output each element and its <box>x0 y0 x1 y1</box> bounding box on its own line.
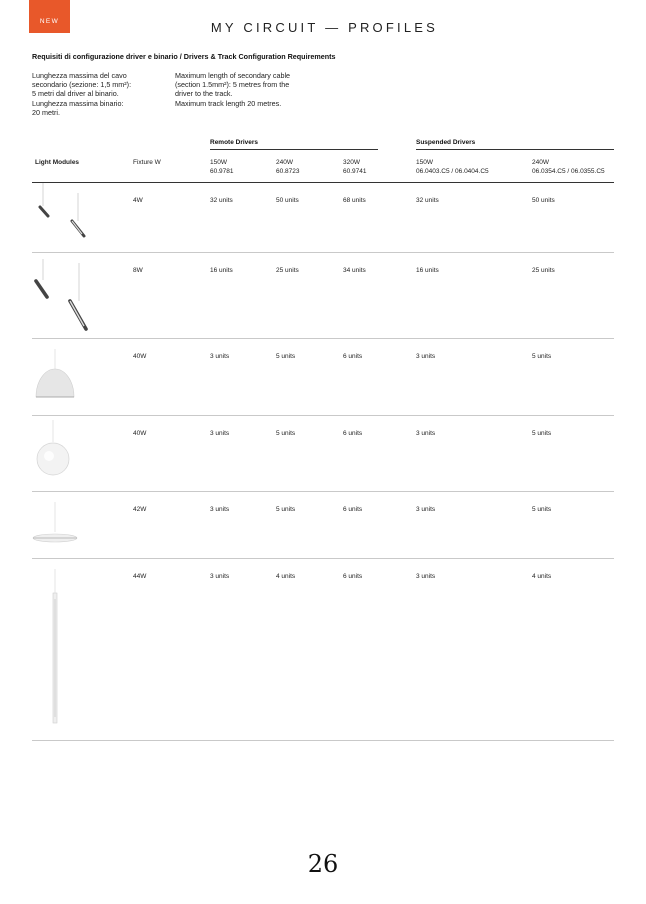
fixture-w: 4W <box>133 197 143 204</box>
suspended-150-value: 3 units <box>416 573 436 580</box>
remote-240-value: 5 units <box>276 353 296 360</box>
note-english: Maximum length of secondary cable (section 1.5mm²): 5 metres from the driver to the track. Maximum track length 20 metres. <box>175 71 291 108</box>
table-row <box>32 492 614 559</box>
remote-240-value: 5 units <box>276 506 296 513</box>
suspended-240-value: 5 units <box>532 353 552 360</box>
remote-320-value: 6 units <box>343 573 363 580</box>
remote-150-value: 32 units <box>210 197 233 204</box>
spot-pair-large-icon <box>32 253 92 339</box>
remote-320-value: 68 units <box>343 197 366 204</box>
table-row <box>32 416 614 492</box>
suspended-240-value: 5 units <box>532 506 552 513</box>
fixture-w: 44W <box>133 573 147 580</box>
remote-240-value: 25 units <box>276 267 299 274</box>
linear-tube-icon <box>32 559 92 741</box>
remote-320-value: 6 units <box>343 430 363 437</box>
section-heading: Requisiti di configurazione driver e binario / Drivers & Track Configuration Requirements <box>32 52 336 61</box>
remote-150-value: 16 units <box>210 267 233 274</box>
suspended-150-value: 3 units <box>416 430 436 437</box>
remote-150-value: 3 units <box>210 353 230 360</box>
remote-320-value: 6 units <box>343 506 363 513</box>
suspended-150-value: 32 units <box>416 197 439 204</box>
remote-320-value: 34 units <box>343 267 366 274</box>
disc-pendant-icon <box>32 492 92 559</box>
remote-150-value: 3 units <box>210 430 230 437</box>
suspended-drivers-rule <box>416 149 614 150</box>
remote-150-value: 3 units <box>210 506 230 513</box>
suspended-drivers-heading: Suspended Drivers <box>416 139 476 146</box>
col-suspended-240: 240W 06.0354.C5 / 06.0355.C5 <box>532 159 605 175</box>
suspended-240-value: 25 units <box>532 267 555 274</box>
suspended-150-value: 3 units <box>416 506 436 513</box>
globe-pendant-icon <box>32 416 92 492</box>
col-remote-150: 150W 60.9781 <box>210 159 234 175</box>
table-row <box>32 183 614 253</box>
remote-320-value: 6 units <box>343 353 363 360</box>
table-row <box>32 559 614 741</box>
page-title: MY CIRCUIT — PROFILES <box>210 20 438 35</box>
spot-pair-small-icon <box>32 183 92 253</box>
remote-240-value: 4 units <box>276 573 296 580</box>
suspended-240-value: 50 units <box>532 197 555 204</box>
col-suspended-150: 150W 06.0403.C5 / 06.0404.C5 <box>416 159 489 175</box>
remote-240-value: 5 units <box>276 430 296 437</box>
fixture-w: 8W <box>133 267 143 274</box>
note-italian: Lunghezza massima del cavo secondario (sezione: 1,5 mm²): 5 metri dal driver al binario. Lunghezza massima binario: 20 metri. <box>32 71 132 117</box>
remote-drivers-heading: Remote Drivers <box>210 139 259 146</box>
remote-150-value: 3 units <box>210 573 230 580</box>
table-row <box>32 253 614 339</box>
col-fixture-w: Fixture W <box>133 159 161 166</box>
col-light-modules: Light Modules <box>35 159 80 166</box>
page-number: 26 <box>307 850 339 878</box>
fixture-w: 40W <box>133 353 147 360</box>
col-remote-240: 240W 60.8723 <box>276 159 300 175</box>
table-row <box>32 339 614 416</box>
suspended-150-value: 3 units <box>416 353 436 360</box>
suspended-150-value: 16 units <box>416 267 439 274</box>
suspended-240-value: 5 units <box>532 430 552 437</box>
new-badge: NEW <box>29 0 70 33</box>
suspended-240-value: 4 units <box>532 573 552 580</box>
col-remote-320: 320W 60.9741 <box>343 159 367 175</box>
dome-pendant-icon <box>32 339 92 416</box>
row-divider <box>32 740 614 741</box>
remote-drivers-rule <box>210 149 378 150</box>
fixture-w: 42W <box>133 506 147 513</box>
fixture-w: 40W <box>133 430 147 437</box>
remote-240-value: 50 units <box>276 197 299 204</box>
